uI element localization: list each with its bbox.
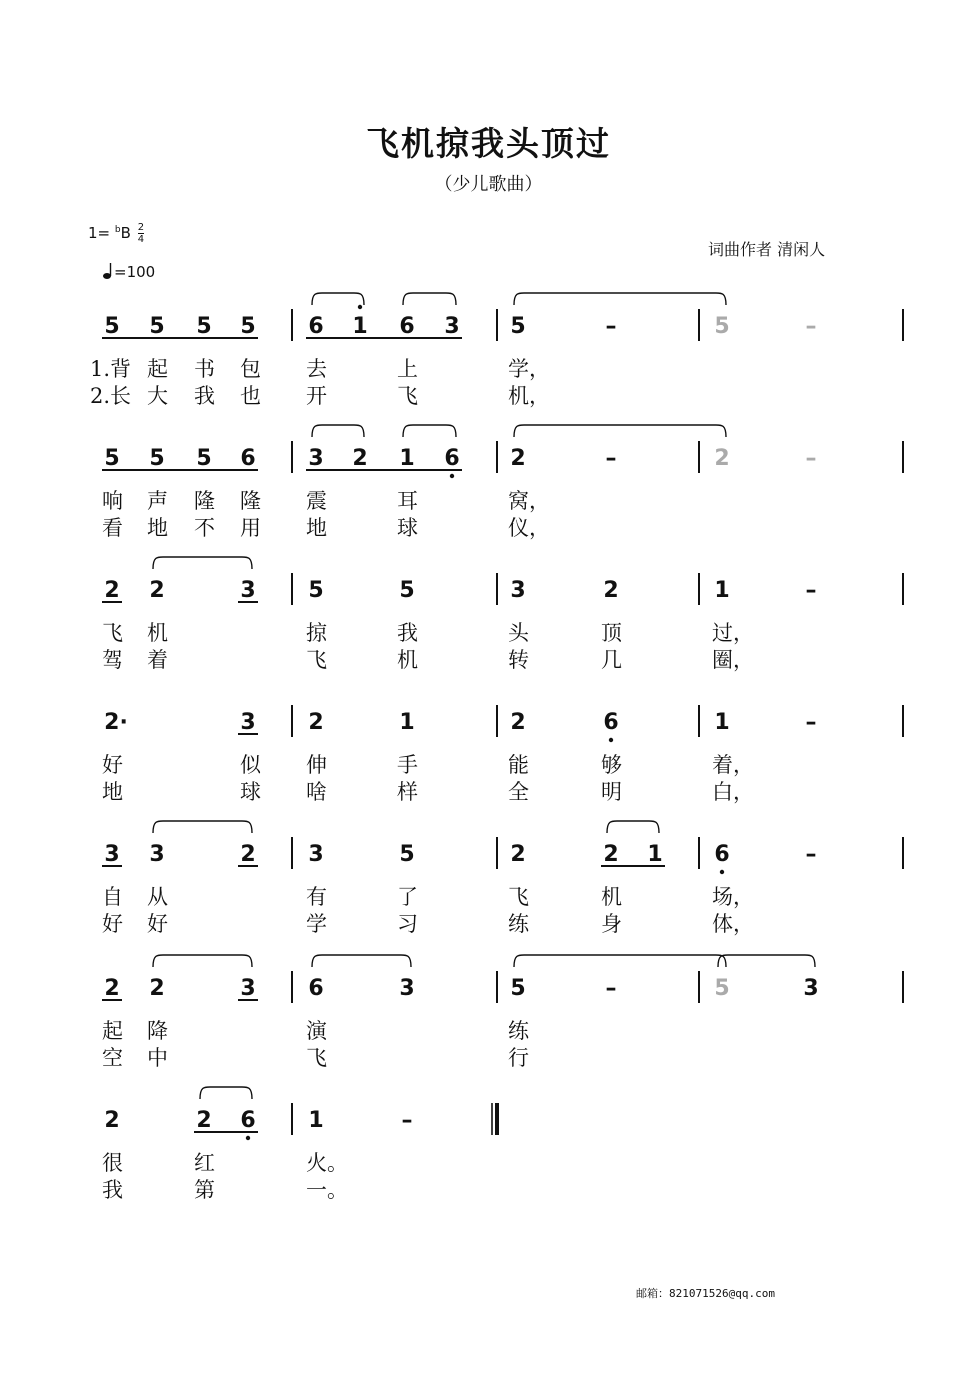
note: – — [805, 578, 817, 603]
lyric-verse-2: 一。 — [306, 1178, 348, 1202]
note: 5 — [510, 976, 526, 1001]
note: 5 — [510, 314, 526, 339]
lyric-verse-2: 球 — [240, 780, 261, 804]
lyric-verse-1: 起 — [102, 1019, 123, 1043]
note: 5 — [399, 578, 415, 603]
key-note: B — [120, 224, 131, 242]
note: 1 — [714, 710, 730, 735]
note: 5 — [149, 314, 165, 339]
note: 3 — [444, 314, 460, 339]
lyric-verse-2: 身 — [601, 912, 622, 936]
lyric-verse-1: 飞 — [102, 621, 123, 645]
note: 5 — [104, 446, 120, 471]
lyric-verse-1: 够 — [601, 753, 622, 777]
lyric-verse-2: 行 — [508, 1046, 529, 1070]
note: 5 — [240, 314, 256, 339]
tempo-value: =100 — [114, 263, 156, 281]
lyric-verse-2: 地 — [147, 516, 168, 540]
lyric-verse-2: 圈， — [712, 648, 754, 672]
note: 6 — [399, 314, 415, 339]
note: 5 — [196, 314, 212, 339]
lyric-verse-1: 书 — [194, 357, 215, 381]
lyric-verse-1: 上 — [397, 357, 418, 381]
note: 5 — [714, 314, 730, 339]
flat-sign: b — [114, 225, 121, 235]
note: 6 — [603, 710, 619, 735]
lyric-verse-2: 第 — [194, 1178, 215, 1202]
lyric-verse-1: 响 — [102, 489, 123, 513]
lyric-verse-2: 练 — [508, 912, 529, 936]
lyric-verse-2: 体， — [712, 912, 754, 936]
lyric-verse-2: 几 — [601, 648, 622, 672]
lyric-verse-2: 机 — [397, 648, 418, 672]
note: 3 — [240, 578, 256, 603]
lyric-verse-2: 中 — [147, 1046, 168, 1070]
lyric-verse-2: 飞 — [306, 648, 327, 672]
lyric-verse-2: 不 — [194, 516, 215, 540]
note: 2 — [510, 710, 526, 735]
note: 1 — [399, 710, 415, 735]
note: 1 — [399, 446, 415, 471]
note: 6 — [444, 446, 460, 471]
note: 2 — [149, 578, 165, 603]
note: 5 — [308, 578, 324, 603]
slur — [312, 955, 411, 967]
octave-dot-below — [450, 474, 454, 478]
note: 5 — [714, 976, 730, 1001]
note: 3 — [399, 976, 415, 1001]
slur — [312, 293, 364, 305]
note: 2 — [104, 1108, 120, 1133]
note: 1 — [647, 842, 663, 867]
note: 6 — [240, 1108, 256, 1133]
lyric-verse-2: 仪， — [508, 516, 550, 540]
note: 3 — [803, 976, 819, 1001]
note: 1 — [352, 314, 368, 339]
lyric-verse-2: 样 — [397, 780, 418, 804]
lyric-verse-2: 开 — [306, 384, 327, 408]
note: 3 — [240, 710, 256, 735]
note: 2 — [510, 446, 526, 471]
lyric-verse-1: 我 — [397, 621, 418, 645]
slur — [403, 425, 456, 437]
note: 3 — [240, 976, 256, 1001]
octave-dot-below — [246, 1136, 250, 1140]
note: 6 — [714, 842, 730, 867]
note: 2 — [714, 446, 730, 471]
slur — [153, 955, 252, 967]
lyric-verse-2: 飞 — [306, 1046, 327, 1070]
note: 5 — [196, 446, 212, 471]
note: – — [805, 842, 817, 867]
note: 3 — [308, 842, 324, 867]
lyric-verse-2: 全 — [508, 780, 529, 804]
lyric-verse-1: 场， — [712, 885, 754, 909]
slur — [312, 425, 364, 437]
note: – — [805, 710, 817, 735]
lyric-verse-1: 很 — [102, 1151, 123, 1175]
note: 5 — [399, 842, 415, 867]
lyric-verse-2: 驾 — [102, 648, 123, 672]
note: 2· — [104, 710, 128, 735]
lyric-verse-2: 好 — [147, 912, 168, 936]
lyric-verse-2: 学 — [306, 912, 327, 936]
lyric-verse-1: 似 — [240, 753, 261, 777]
lyric-verse-2: 机， — [508, 384, 550, 408]
lyric-verse-2: 明 — [601, 780, 622, 804]
lyric-verse-2: 球 — [397, 516, 418, 540]
lyric-verse-1: 手 — [397, 753, 418, 777]
lyric-verse-1: 有 — [306, 885, 327, 909]
lyric-verse-1: 震 — [306, 489, 327, 513]
lyric-verse-2: 转 — [508, 648, 529, 672]
note: 6 — [308, 314, 324, 339]
slur — [718, 955, 815, 967]
slur — [514, 955, 726, 967]
lyric-verse-1: 耳 — [397, 489, 418, 513]
lyric-verse-1: 头 — [508, 621, 529, 645]
note: 6 — [240, 446, 256, 471]
credit-line: 词曲作者 清闲人 — [708, 240, 826, 259]
lyric-verse-1: 降 — [147, 1019, 168, 1043]
lyric-verse-2: 空 — [102, 1046, 123, 1070]
lyric-verse-1: 窝， — [508, 489, 550, 513]
note: 2 — [149, 976, 165, 1001]
lyric-verse-2: 着 — [147, 648, 168, 672]
note: 2 — [308, 710, 324, 735]
lyric-verse-1: 了 — [397, 885, 418, 909]
lyric-verse-1: 隆 — [240, 489, 261, 513]
lyric-verse-1: 顶 — [601, 621, 622, 645]
lyric-verse-1: 掠 — [306, 621, 327, 645]
slur — [514, 293, 726, 305]
note: – — [605, 314, 617, 339]
slur — [607, 821, 659, 833]
note: 2 — [104, 976, 120, 1001]
lyric-verse-2: 也 — [240, 384, 261, 408]
note: 3 — [149, 842, 165, 867]
lyric-verse-1: 演 — [306, 1019, 327, 1043]
contact-email: 邮箱：821071526@qq.com — [636, 1287, 775, 1300]
note: 2 — [603, 842, 619, 867]
slur — [200, 1087, 252, 1099]
lyric-verse-1: 火。 — [306, 1151, 348, 1175]
note: – — [605, 976, 617, 1001]
song-subtitle: （少儿歌曲） — [434, 174, 543, 195]
lyric-verse-2: 啥 — [306, 780, 327, 804]
note: 3 — [510, 578, 526, 603]
lyric-verse-1: 红 — [194, 1151, 215, 1175]
lyric-verse-2: 地 — [306, 516, 327, 540]
lyric-verse-1: 学， — [508, 357, 550, 381]
lyric-verse-1: 隆 — [194, 489, 215, 513]
lyric-verse-1: 过， — [712, 621, 754, 645]
note: 3 — [308, 446, 324, 471]
lyric-verse-1: 练 — [508, 1019, 529, 1043]
lyric-verse-2: 白， — [712, 780, 754, 804]
key-prefix: 1= — [88, 224, 115, 242]
note: – — [401, 1108, 413, 1133]
note: 2 — [603, 578, 619, 603]
lyric-verse-2: 习 — [397, 912, 418, 936]
slur — [514, 425, 726, 437]
lyric-verse-1: 1.背 — [90, 357, 132, 381]
lyric-verse-1: 包 — [240, 357, 261, 381]
note: 5 — [104, 314, 120, 339]
lyric-verse-1: 着， — [712, 753, 754, 777]
lyric-verse-2: 大 — [147, 384, 168, 408]
lyric-verse-1: 去 — [306, 357, 327, 381]
lyric-verse-1: 起 — [147, 357, 168, 381]
lyric-verse-1: 声 — [147, 489, 168, 513]
lyric-verse-2: 我 — [102, 1178, 123, 1202]
lyric-verse-2: 好 — [102, 912, 123, 936]
lyric-verse-2: 用 — [240, 516, 261, 540]
lyric-verse-1: 能 — [508, 753, 529, 777]
octave-dot-above — [358, 305, 362, 309]
note: 6 — [308, 976, 324, 1001]
note: 2 — [104, 578, 120, 603]
slur — [403, 293, 456, 305]
note: 2 — [240, 842, 256, 867]
lyric-verse-2: 看 — [102, 516, 123, 540]
note: 1 — [714, 578, 730, 603]
lyric-verse-2: 地 — [102, 780, 123, 804]
lyric-verse-1: 机 — [147, 621, 168, 645]
note: 5 — [149, 446, 165, 471]
lyric-verse-1: 伸 — [306, 753, 327, 777]
note: 1 — [308, 1108, 324, 1133]
slur — [153, 557, 252, 569]
octave-dot-below — [609, 738, 613, 742]
note: – — [605, 446, 617, 471]
lyric-verse-1: 机 — [601, 885, 622, 909]
lyric-verse-1: 从 — [147, 885, 168, 909]
time-top: 2 — [137, 222, 145, 233]
lyric-verse-2: 我 — [194, 384, 215, 408]
lyric-verse-1: 好 — [102, 753, 123, 777]
lyric-verse-1: 飞 — [508, 885, 529, 909]
note: 2 — [352, 446, 368, 471]
time-bottom: 4 — [137, 234, 145, 245]
note: 3 — [104, 842, 120, 867]
note: 2 — [196, 1108, 212, 1133]
lyric-verse-2: 2.长 — [90, 384, 132, 408]
song-title: 飞机掠我头顶过 — [366, 124, 611, 163]
note: 2 — [510, 842, 526, 867]
lyric-verse-1: 自 — [102, 885, 123, 909]
note: – — [805, 314, 817, 339]
slur — [153, 821, 252, 833]
lyric-verse-2: 飞 — [397, 384, 418, 408]
octave-dot-below — [720, 870, 724, 874]
note: – — [805, 446, 817, 471]
